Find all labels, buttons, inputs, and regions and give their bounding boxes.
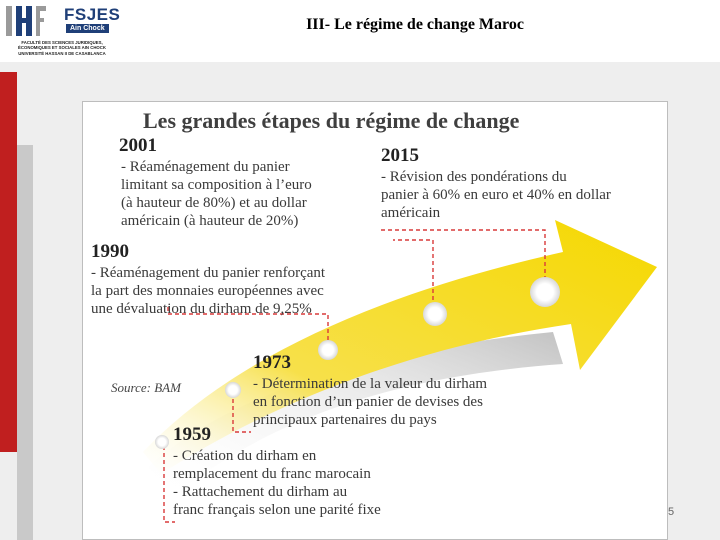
milestone-dot-1959 [155, 435, 169, 449]
logo-subtitle: Ain Chock [66, 24, 109, 33]
logo-caption-line: ÉCONOMIQUES ET SOCIALES AIN CHOCK [18, 45, 106, 51]
milestone-line: - Rattachement du dirham au [173, 484, 348, 500]
milestone-dot-1973 [225, 382, 241, 398]
milestone-line: - Réaménagement du panier [121, 159, 290, 175]
milestone-line: - Révision des pondérations du [381, 169, 567, 185]
milestone-text-2001 [121, 158, 312, 230]
page-number: 5 [668, 506, 675, 518]
logo-emblem-icon [4, 4, 48, 40]
slide-header [0, 0, 720, 62]
timeline-figure [82, 101, 668, 540]
timeline-arrow [143, 220, 657, 474]
left-accent-bar [0, 72, 17, 452]
milestone-line: remplacement du franc marocain [173, 466, 371, 482]
left-gray-bar [17, 145, 33, 540]
milestone-year-2001: 2001 [119, 135, 157, 156]
milestone-dot-1990 [318, 340, 338, 360]
milestone-year-1959: 1959 [173, 424, 211, 445]
slide-title: III- Le régime de change Maroc [306, 16, 524, 33]
milestone-dot-2015 [530, 277, 560, 307]
milestone-line: américain [381, 205, 441, 221]
milestone-line: - Réaménagement du panier renforçant [91, 265, 326, 281]
logo-caption-line: FACULTÉ DES SCIENCES JURIDIQUES, [21, 40, 103, 45]
milestone-line: principaux partenaires du pays [253, 412, 437, 428]
milestone-dot-2001 [423, 302, 447, 326]
milestone-line: franc français selon une parité fixe [173, 502, 381, 518]
milestone-line: la part des monnaies européennes avec [91, 283, 324, 299]
logo-caption-line: UNIVERSITÉ HASSAN II DE CASABLANCA [18, 50, 106, 56]
milestone-year-1990: 1990 [91, 241, 129, 262]
milestone-text-1990 [91, 264, 325, 318]
logo-name: FSJES [64, 5, 121, 24]
milestone-year-1973: 1973 [253, 352, 291, 373]
milestone-line: américain (à hauteur de 20%) [121, 213, 299, 229]
milestone-line: panier à 60% en euro et 40% en dollar [381, 187, 611, 203]
milestone-year-2015: 2015 [381, 145, 419, 166]
milestone-text-1959 [173, 447, 381, 519]
milestone-line: en fonction d’un panier de devises des [253, 394, 483, 410]
milestone-text-1973 [253, 375, 487, 429]
figure-source: Source: BAM [111, 380, 181, 395]
university-logo [2, 2, 120, 62]
milestone-line: limitant sa composition à l’euro [121, 177, 312, 193]
figure-title: Les grandes étapes du régime de change [143, 108, 520, 133]
milestone-text-2015 [381, 168, 611, 222]
milestone-line: une dévaluation du dirham de 9,25% [91, 301, 312, 317]
logo-caption [4, 40, 120, 56]
milestone-line: (à hauteur de 80%) et au dollar [121, 195, 307, 211]
milestone-line: - Détermination de la valeur du dirham [253, 376, 488, 392]
milestone-line: - Création du dirham en [173, 448, 317, 464]
